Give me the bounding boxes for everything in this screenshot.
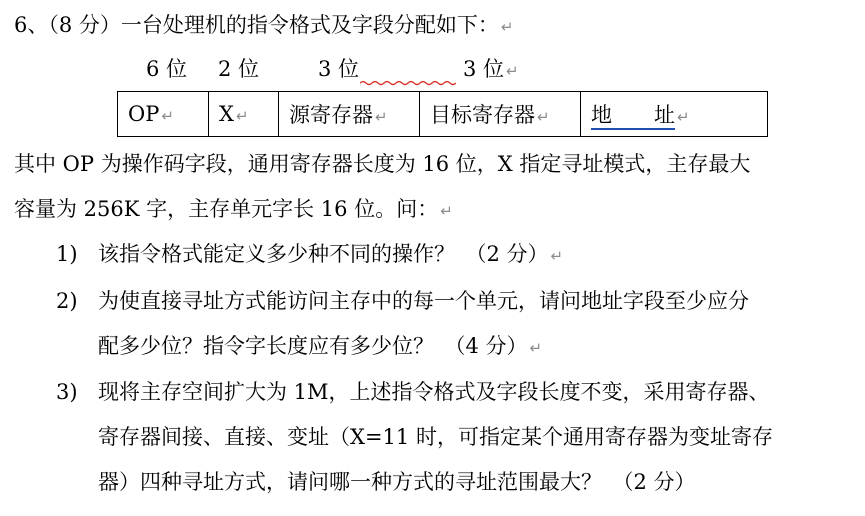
- item-text: 配多少位？指令字长度应有多少位？ （4 分） ↵: [98, 334, 543, 358]
- field-op: OP ↵: [118, 92, 209, 137]
- paragraph-mark-icon: ↵: [677, 108, 690, 126]
- field-x: X ↵: [209, 92, 279, 137]
- field-source-register: 源寄存器 ↵: [279, 92, 420, 137]
- field-address: 地 址 ↵: [581, 92, 768, 137]
- item-text: 为使直接寻址方式能访问主存中的每一个单元，请问地址字段至少应分: [98, 289, 749, 313]
- paragraph-mark-icon: ↵: [440, 202, 453, 220]
- item-number: 3): [56, 380, 78, 404]
- field-target-register: 目标寄存器 ↵: [420, 92, 581, 137]
- item-number: 2): [56, 289, 78, 313]
- paragraph-mark-icon: ↵: [506, 62, 519, 80]
- paragraph-mark-icon: ↵: [500, 18, 514, 36]
- paragraph-mark-icon: ↵: [529, 339, 543, 357]
- description-line-1: 其中 OP 为操作码字段，通用寄存器长度为 16 位，X 指定寻址模式，主存最大: [14, 152, 751, 176]
- paragraph-mark-icon: ↵: [235, 107, 249, 125]
- bit-label-src: 3 位: [318, 57, 360, 81]
- item-text: 寄存器间接、直接、变址（X=11 时，可指定某个通用寄存器为变址寄存: [98, 425, 773, 449]
- instruction-format-table: [117, 91, 768, 137]
- question-title: 6、（8 分）一台处理机的指令格式及字段分配如下： ↵: [14, 13, 514, 37]
- bit-label-x: 2 位: [218, 57, 260, 81]
- description-line-2: 容量为 256K 字，主存单元字长 16 位。问： ↵: [14, 197, 453, 221]
- spellcheck-squiggle-icon: [360, 80, 456, 86]
- bit-label-dst: 3 位 ↵: [463, 57, 519, 81]
- bit-label-op: 6 位: [146, 57, 188, 81]
- paragraph-mark-icon: ↵: [537, 108, 550, 126]
- item-number: 1): [56, 242, 78, 266]
- item-text: 器）四种寻址方式，请问哪一种方式的寻址范围最大？ （2 分）: [98, 470, 696, 494]
- paragraph-mark-icon: ↵: [375, 108, 388, 126]
- item-text: 现将主存空间扩大为 1M，上述指令格式及字段长度不变，采用寄存器、: [98, 380, 770, 404]
- paragraph-mark-icon: ↵: [161, 107, 174, 125]
- item-text: 该指令格式能定义多少种不同的操作？ （2 分） ↵: [98, 242, 564, 266]
- table-row: [118, 92, 768, 137]
- paragraph-mark-icon: ↵: [550, 247, 564, 265]
